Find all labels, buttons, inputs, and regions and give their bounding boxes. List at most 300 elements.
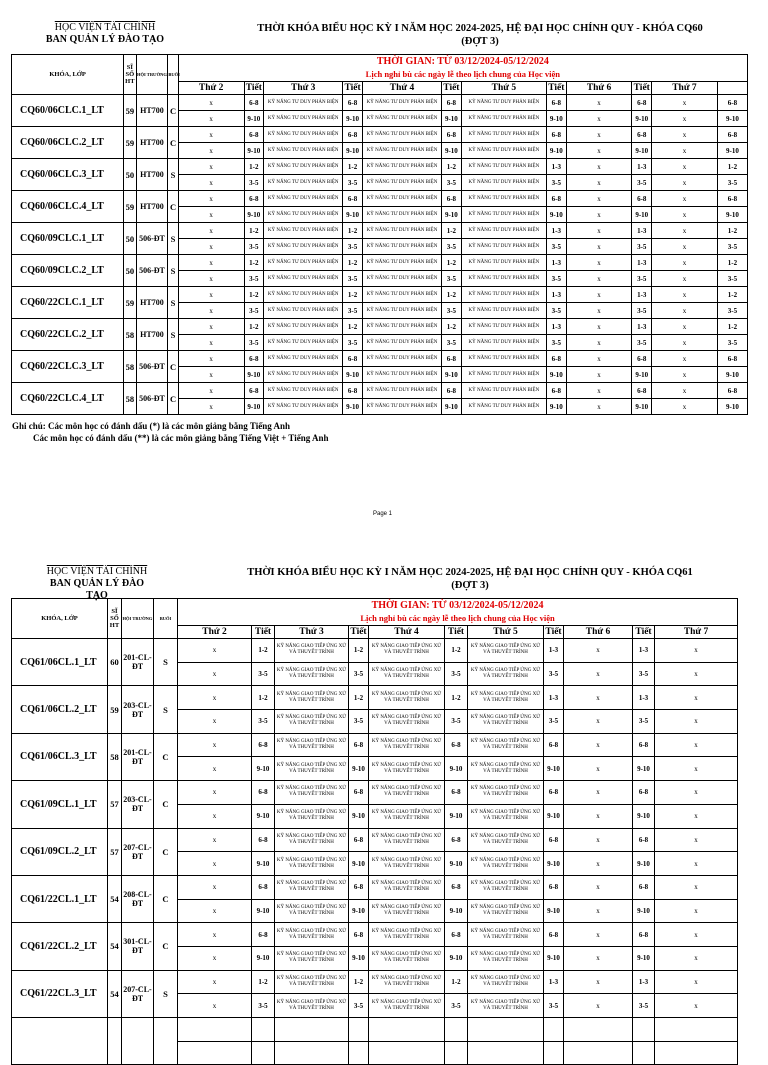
period-cell: 3-5 — [349, 662, 369, 686]
period-cell: 1-2 — [442, 319, 462, 335]
thursday-subject: KỸ NĂNG TƯ DUY PHẢN BIỆN — [461, 351, 546, 367]
period-cell: 9-10 — [445, 899, 468, 923]
period-cell: 1-2 — [349, 639, 369, 663]
period-cell: 6-8 — [343, 127, 363, 143]
saturday-cell: x — [652, 367, 718, 383]
friday-cell: x — [564, 970, 633, 994]
tuesday-subject: KỸ NĂNG TƯ DUY PHẢN BIỆN — [264, 383, 343, 399]
time-range-text: THỜI GIAN: TỪ 03/12/2024-05/12/2024 — [376, 56, 549, 67]
table-row — [12, 1018, 738, 1042]
monday-cell: x — [178, 970, 252, 994]
friday-cell: x — [566, 271, 632, 287]
period-cell: 6-8 — [544, 875, 564, 899]
period-cell: 3-5 — [544, 994, 564, 1018]
period-cell: 9-10 — [343, 143, 363, 159]
class-code: CQ60/09CLC.2_LT — [12, 255, 124, 287]
time-range-header — [178, 55, 747, 82]
period-cell: 6-8 — [442, 351, 462, 367]
period-cell: 9-10 — [252, 804, 275, 828]
saturday-cell: x — [655, 757, 738, 781]
tuesday-subject: KỸ NĂNG GIAO TIẾP ỨNG XỬ VÀ THUYẾT TRÌNH — [275, 970, 349, 994]
period-cell: 1-2 — [244, 159, 264, 175]
period-cell: 9-10 — [632, 207, 652, 223]
period-cell: 6-8 — [343, 191, 363, 207]
wednesday-subject: KỸ NĂNG GIAO TIẾP ỨNG XỬ VÀ THUYẾT TRÌNH — [369, 875, 445, 899]
tuesday-subject: KỸ NĂNG TƯ DUY PHẢN BIỆN — [264, 287, 343, 303]
wednesday-subject: KỸ NĂNG GIAO TIẾP ỨNG XỬ VÀ THUYẾT TRÌNH — [369, 828, 445, 852]
friday-cell: x — [564, 710, 633, 734]
period-cell: 3-5 — [442, 239, 462, 255]
period-cell: 9-10 — [442, 207, 462, 223]
time-range-text: THỜI GIAN: TỪ 03/12/2024-05/12/2024 — [371, 600, 544, 611]
saturday-cell: x — [652, 287, 718, 303]
tuesday-subject: KỸ NĂNG TƯ DUY PHẢN BIỆN — [264, 223, 343, 239]
tuesday-subject: KỸ NĂNG TƯ DUY PHẢN BIỆN — [264, 399, 343, 415]
thursday-subject: KỸ NĂNG GIAO TIẾP ỨNG XỬ VÀ THUYẾT TRÌNH — [468, 946, 544, 970]
session-code: S — [154, 970, 178, 1017]
thursday-subject — [468, 1041, 544, 1065]
footnote-bilingual: Các môn học có đánh dấu (**) là các môn giảng bằng Tiếng Việt + Tiếng Anh — [33, 433, 329, 443]
period-cell: 1-3 — [547, 255, 567, 271]
table-row — [12, 287, 748, 303]
period-cell: 9-10 — [252, 852, 275, 876]
tuesday-subject: KỸ NĂNG GIAO TIẾP ỨNG XỬ VÀ THUYẾT TRÌNH — [275, 994, 349, 1018]
class-code: CQ61/06CL.2_LT — [12, 686, 108, 733]
period-cell: 1-2 — [442, 223, 462, 239]
period-cell: 6-8 — [445, 781, 468, 805]
session-code: C — [154, 875, 178, 922]
friday-cell: x — [564, 757, 633, 781]
saturday-cell: x — [655, 804, 738, 828]
period-header: Tiết — [344, 83, 361, 93]
monday-cell: x — [178, 923, 252, 947]
monday-cell: x — [178, 287, 244, 303]
saturday-cell: x — [655, 686, 738, 710]
period-cell: 9-10 — [343, 111, 363, 127]
friday-cell: x — [566, 367, 632, 383]
period-cell: 6-8 — [244, 127, 264, 143]
session-code: C — [154, 781, 178, 828]
period-cell: 1-2 — [343, 319, 363, 335]
wednesday-subject — [369, 1018, 445, 1042]
tuesday-subject: KỸ NĂNG GIAO TIẾP ỨNG XỬ VÀ THUYẾT TRÌNH — [275, 828, 349, 852]
friday-cell: x — [566, 399, 632, 415]
period-cell: 6-8 — [445, 923, 468, 947]
period-cell: 9-10 — [343, 367, 363, 383]
thursday-subject: KỸ NĂNG TƯ DUY PHẢN BIỆN — [461, 367, 546, 383]
period-cell: 3-5 — [633, 994, 655, 1018]
period-cell: 6-8 — [544, 828, 564, 852]
period-cell: 3-5 — [544, 710, 564, 734]
wednesday-subject: KỸ NĂNG TƯ DUY PHẢN BIỆN — [362, 191, 441, 207]
thursday-subject: KỸ NĂNG GIAO TIẾP ỨNG XỬ VÀ THUYẾT TRÌNH — [468, 662, 544, 686]
time-range-header — [178, 599, 738, 626]
period-cell: 1-2 — [349, 686, 369, 710]
friday-cell: x — [564, 899, 633, 923]
tuesday-subject: KỸ NĂNG TƯ DUY PHẢN BIỆN — [264, 303, 343, 319]
table-row — [12, 686, 738, 710]
period-cell: 9-10 — [547, 367, 567, 383]
period-cell: 6-8 — [349, 875, 369, 899]
period-cell: 6-8 — [717, 351, 747, 367]
schedule-subtitle: (ĐỢT 3) — [461, 36, 499, 47]
class-size: 50 — [124, 159, 136, 191]
monday-cell: x — [178, 804, 252, 828]
tuesday-subject: KỸ NĂNG GIAO TIẾP ỨNG XỬ VÀ THUYẾT TRÌNH — [275, 757, 349, 781]
day-header: Thứ 6 — [564, 626, 633, 639]
period-cell: 3-5 — [445, 710, 468, 734]
thursday-subject: KỸ NĂNG TƯ DUY PHẢN BIỆN — [461, 191, 546, 207]
day-header: Thứ 2 — [178, 82, 244, 95]
class-size: 57 — [108, 828, 122, 875]
room-name: 201-CL-ĐT — [122, 733, 154, 780]
period-cell: 9-10 — [717, 143, 747, 159]
tuesday-subject: KỸ NĂNG GIAO TIẾP ỨNG XỬ VÀ THUYẾT TRÌNH — [275, 804, 349, 828]
period-cell: 1-3 — [633, 970, 655, 994]
monday-cell: x — [178, 781, 252, 805]
class-code: CQ60/09CLC.1_LT — [12, 223, 124, 255]
page-number: Page 1 — [373, 511, 393, 517]
class-size: 59 — [124, 191, 136, 223]
schedule-title: THỜI KHÓA BIỂU HỌC KỲ I NĂM HỌC 2024-2025, HỆ ĐẠI HỌC CHÍNH QUY - KHÓA CQ61 — [247, 567, 693, 578]
session-code: S — [168, 223, 178, 255]
friday-cell: x — [564, 828, 633, 852]
period-cell: 6-8 — [349, 733, 369, 757]
wednesday-subject: KỸ NĂNG GIAO TIẾP ỨNG XỬ VÀ THUYẾT TRÌNH — [369, 852, 445, 876]
period-cell: 9-10 — [442, 143, 462, 159]
class-size: 59 — [108, 686, 122, 733]
monday-cell: x — [178, 319, 244, 335]
saturday-cell: x — [655, 994, 738, 1018]
period-cell: 3-5 — [547, 175, 567, 191]
friday-cell: x — [564, 994, 633, 1018]
period-cell: 9-10 — [544, 757, 564, 781]
period-cell: 1-2 — [252, 970, 275, 994]
period-cell: 6-8 — [252, 923, 275, 947]
table-row — [12, 970, 738, 994]
monday-cell: x — [178, 399, 244, 415]
period-cell: 3-5 — [343, 175, 363, 191]
period-header: Tiết — [548, 83, 565, 93]
room-name: HT700 — [136, 127, 168, 159]
class-size: 57 — [108, 781, 122, 828]
friday-cell: x — [566, 95, 632, 111]
period-cell: 9-10 — [544, 852, 564, 876]
period-cell: 3-5 — [442, 271, 462, 287]
class-code: CQ61/09CL.1_LT — [12, 781, 108, 828]
tuesday-subject: KỸ NĂNG TƯ DUY PHẢN BIỆN — [264, 207, 343, 223]
thursday-subject: KỸ NĂNG TƯ DUY PHẢN BIỆN — [461, 287, 546, 303]
monday-cell: x — [178, 639, 252, 663]
saturday-cell: x — [655, 710, 738, 734]
schedule-page-cq61 — [0, 540, 768, 1024]
period-cell: 9-10 — [717, 111, 747, 127]
period-cell: 9-10 — [244, 111, 264, 127]
period-cell: 6-8 — [244, 351, 264, 367]
monday-cell: x — [178, 367, 244, 383]
wednesday-subject: KỸ NĂNG TƯ DUY PHẢN BIỆN — [362, 319, 441, 335]
session-code: S — [168, 319, 178, 351]
session-code: C — [168, 127, 178, 159]
period-header — [717, 82, 747, 95]
class-size — [108, 1018, 122, 1065]
tuesday-subject: KỸ NĂNG GIAO TIẾP ỨNG XỬ VÀ THUYẾT TRÌNH — [275, 923, 349, 947]
monday-cell: x — [178, 271, 244, 287]
class-size: 54 — [108, 923, 122, 970]
friday-cell: x — [564, 733, 633, 757]
period-cell: 1-2 — [343, 255, 363, 271]
thursday-subject: KỸ NĂNG TƯ DUY PHẢN BIỆN — [461, 255, 546, 271]
period-cell: 9-10 — [633, 804, 655, 828]
period-cell: 3-5 — [547, 335, 567, 351]
friday-cell: x — [566, 111, 632, 127]
tuesday-subject — [275, 1018, 349, 1042]
monday-cell: x — [178, 127, 244, 143]
period-cell: 9-10 — [252, 899, 275, 923]
session-code: C — [168, 191, 178, 223]
wednesday-subject: KỸ NĂNG GIAO TIẾP ỨNG XỬ VÀ THUYẾT TRÌNH — [369, 899, 445, 923]
tuesday-subject: KỸ NĂNG TƯ DUY PHẢN BIỆN — [264, 271, 343, 287]
tuesday-subject: KỸ NĂNG GIAO TIẾP ỨNG XỬ VÀ THUYẾT TRÌNH — [275, 946, 349, 970]
table-row — [12, 781, 738, 805]
wednesday-subject: KỸ NĂNG GIAO TIẾP ỨNG XỬ VÀ THUYẾT TRÌNH — [369, 804, 445, 828]
tuesday-subject: KỸ NĂNG GIAO TIẾP ỨNG XỬ VÀ THUYẾT TRÌNH — [275, 733, 349, 757]
period-cell: 1-2 — [252, 639, 275, 663]
tuesday-subject: KỸ NĂNG GIAO TIẾP ỨNG XỬ VÀ THUYẾT TRÌNH — [275, 639, 349, 663]
period-cell: 9-10 — [244, 143, 264, 159]
column-header-class: KHÓA, LỚP — [12, 599, 108, 639]
room-name: 207-CL-ĐT — [122, 970, 154, 1017]
period-cell: 3-5 — [252, 994, 275, 1018]
tuesday-subject: KỸ NĂNG TƯ DUY PHẢN BIỆN — [264, 127, 343, 143]
monday-cell: x — [178, 946, 252, 970]
monday-cell: x — [178, 111, 244, 127]
period-cell: 9-10 — [349, 899, 369, 923]
period-cell: 1-3 — [632, 159, 652, 175]
wednesday-subject: KỸ NĂNG TƯ DUY PHẢN BIỆN — [362, 207, 441, 223]
table-row — [12, 127, 748, 143]
period-cell: 3-5 — [632, 303, 652, 319]
thursday-subject: KỸ NĂNG TƯ DUY PHẢN BIỆN — [461, 95, 546, 111]
class-size: 58 — [108, 733, 122, 780]
period-cell: 9-10 — [544, 804, 564, 828]
wednesday-subject: KỸ NĂNG GIAO TIẾP ỨNG XỬ VÀ THUYẾT TRÌNH — [369, 970, 445, 994]
tuesday-subject: KỸ NĂNG TƯ DUY PHẢN BIỆN — [264, 191, 343, 207]
tuesday-subject: KỸ NĂNG TƯ DUY PHẢN BIỆN — [264, 367, 343, 383]
period-cell: 1-2 — [343, 223, 363, 239]
table-row — [12, 351, 748, 367]
period-cell: 9-10 — [445, 946, 468, 970]
period-cell: 6-8 — [442, 191, 462, 207]
table-row — [12, 383, 748, 399]
thursday-subject: KỸ NĂNG TƯ DUY PHẢN BIỆN — [461, 335, 546, 351]
session-code: C — [154, 923, 178, 970]
friday-cell: x — [566, 175, 632, 191]
period-cell: 3-5 — [343, 271, 363, 287]
class-size: 58 — [124, 319, 136, 351]
period-cell: 1-2 — [343, 287, 363, 303]
tuesday-subject: KỸ NĂNG TƯ DUY PHẢN BIỆN — [264, 175, 343, 191]
friday-cell: x — [564, 875, 633, 899]
period-cell: 6-8 — [252, 781, 275, 805]
thursday-subject: KỸ NĂNG TƯ DUY PHẢN BIỆN — [461, 399, 546, 415]
period-cell: 6-8 — [442, 383, 462, 399]
thursday-subject: KỸ NĂNG GIAO TIẾP ỨNG XỬ VÀ THUYẾT TRÌNH — [468, 828, 544, 852]
period-cell — [252, 1018, 275, 1042]
room-name: HT700 — [136, 95, 168, 127]
saturday-cell: x — [652, 159, 718, 175]
period-cell: 6-8 — [445, 828, 468, 852]
room-name: 506-ĐT — [136, 255, 168, 287]
period-cell: 9-10 — [445, 757, 468, 781]
period-cell: 9-10 — [547, 143, 567, 159]
period-cell: 6-8 — [252, 875, 275, 899]
period-cell — [445, 1018, 468, 1042]
friday-cell: x — [566, 223, 632, 239]
period-cell: 9-10 — [633, 852, 655, 876]
period-cell: 9-10 — [349, 852, 369, 876]
monday-cell: x — [178, 875, 252, 899]
period-cell: 6-8 — [717, 191, 747, 207]
period-cell: 1-2 — [717, 159, 747, 175]
room-name: 301-CL-ĐT — [122, 923, 154, 970]
thursday-subject: KỸ NĂNG GIAO TIẾP ỨNG XỬ VÀ THUYẾT TRÌNH — [468, 639, 544, 663]
period-cell: 3-5 — [632, 335, 652, 351]
monday-cell: x — [178, 239, 244, 255]
period-header: Tiết — [445, 626, 468, 639]
tuesday-subject: KỸ NĂNG TƯ DUY PHẢN BIỆN — [264, 335, 343, 351]
room-name: 208-CL-ĐT — [122, 875, 154, 922]
period-cell: 6-8 — [244, 383, 264, 399]
table-row — [12, 159, 748, 175]
thursday-subject: KỸ NĂNG TƯ DUY PHẢN BIỆN — [461, 303, 546, 319]
period-cell: 6-8 — [633, 923, 655, 947]
wednesday-subject: KỸ NĂNG TƯ DUY PHẢN BIỆN — [362, 95, 441, 111]
thursday-subject: KỸ NĂNG GIAO TIẾP ỨNG XỬ VÀ THUYẾT TRÌNH — [468, 852, 544, 876]
wednesday-subject — [369, 1041, 445, 1065]
friday-cell: x — [566, 207, 632, 223]
table-row — [12, 923, 738, 947]
period-cell: 1-2 — [343, 159, 363, 175]
wednesday-subject: KỸ NĂNG GIAO TIẾP ỨNG XỬ VÀ THUYẾT TRÌNH — [369, 923, 445, 947]
period-cell: 1-3 — [632, 319, 652, 335]
class-size: 50 — [124, 223, 136, 255]
monday-cell: x — [178, 159, 244, 175]
thursday-subject: KỸ NĂNG GIAO TIẾP ỨNG XỬ VÀ THUYẾT TRÌNH — [468, 804, 544, 828]
period-cell: 3-5 — [343, 239, 363, 255]
friday-cell: x — [564, 662, 633, 686]
class-code: CQ60/22CLC.1_LT — [12, 287, 124, 319]
thursday-subject: KỸ NĂNG TƯ DUY PHẢN BIỆN — [461, 175, 546, 191]
saturday-cell: x — [652, 191, 718, 207]
saturday-cell: x — [652, 143, 718, 159]
period-cell: 9-10 — [244, 399, 264, 415]
column-header-session: BUỔI — [154, 599, 178, 639]
room-name: 201-CL-ĐT — [122, 639, 154, 686]
monday-cell — [178, 1041, 252, 1065]
friday-cell: x — [566, 383, 632, 399]
room-name: HT700 — [136, 287, 168, 319]
class-size: 59 — [124, 95, 136, 127]
period-cell: 1-3 — [544, 639, 564, 663]
period-cell: 9-10 — [544, 946, 564, 970]
period-cell: 9-10 — [244, 207, 264, 223]
monday-cell: x — [178, 899, 252, 923]
tuesday-subject: KỸ NĂNG GIAO TIẾP ỨNG XỬ VÀ THUYẾT TRÌNH — [275, 899, 349, 923]
schedule-subtitle: (ĐỢT 3) — [451, 580, 489, 591]
monday-cell: x — [178, 95, 244, 111]
monday-cell: x — [178, 223, 244, 239]
monday-cell — [178, 1018, 252, 1042]
period-cell: 6-8 — [717, 127, 747, 143]
period-cell: 1-2 — [717, 319, 747, 335]
monday-cell: x — [178, 828, 252, 852]
period-cell: 3-5 — [445, 662, 468, 686]
saturday-cell — [655, 1041, 738, 1065]
thursday-subject: KỸ NĂNG TƯ DUY PHẢN BIỆN — [461, 159, 546, 175]
table-row — [12, 639, 738, 663]
tuesday-subject: KỸ NĂNG TƯ DUY PHẢN BIỆN — [264, 351, 343, 367]
period-cell: 6-8 — [544, 923, 564, 947]
saturday-cell: x — [652, 351, 718, 367]
class-code: CQ60/22CLC.3_LT — [12, 351, 124, 383]
period-cell: 3-5 — [244, 239, 264, 255]
period-cell: 3-5 — [544, 662, 564, 686]
monday-cell: x — [178, 383, 244, 399]
class-size: 58 — [124, 383, 136, 415]
period-cell: 6-8 — [632, 127, 652, 143]
header-left — [40, 22, 170, 46]
wednesday-subject: KỸ NĂNG GIAO TIẾP ỨNG XỬ VÀ THUYẾT TRÌNH — [369, 662, 445, 686]
saturday-cell: x — [652, 319, 718, 335]
period-cell: 9-10 — [544, 899, 564, 923]
period-cell: 1-3 — [632, 223, 652, 239]
column-header-size: SĨ SỐ HT — [108, 599, 122, 639]
period-cell: 6-8 — [252, 828, 275, 852]
period-cell: 3-5 — [343, 335, 363, 351]
period-cell: 3-5 — [633, 662, 655, 686]
wednesday-subject: KỸ NĂNG GIAO TIẾP ỨNG XỬ VÀ THUYẾT TRÌNH — [369, 733, 445, 757]
column-header-room: HỘI TRƯỜNG — [136, 55, 168, 95]
wednesday-subject: KỸ NĂNG TƯ DUY PHẢN BIỆN — [362, 335, 441, 351]
period-cell: 9-10 — [547, 399, 567, 415]
period-cell: 1-2 — [252, 686, 275, 710]
period-cell: 9-10 — [442, 399, 462, 415]
thursday-subject — [468, 1018, 544, 1042]
period-cell: 6-8 — [544, 733, 564, 757]
monday-cell: x — [178, 335, 244, 351]
day-header: Thứ 2 — [178, 626, 252, 639]
thursday-subject: KỸ NĂNG GIAO TIẾP ỨNG XỬ VÀ THUYẾT TRÌNH — [468, 733, 544, 757]
session-code: C — [168, 383, 178, 415]
room-name: 207-CL-ĐT — [122, 828, 154, 875]
period-cell: 3-5 — [547, 271, 567, 287]
period-cell: 6-8 — [343, 95, 363, 111]
wednesday-subject: KỸ NĂNG TƯ DUY PHẢN BIỆN — [362, 255, 441, 271]
session-code — [154, 1018, 178, 1065]
wednesday-subject: KỸ NĂNG GIAO TIẾP ỨNG XỬ VÀ THUYẾT TRÌNH — [369, 757, 445, 781]
friday-cell: x — [564, 923, 633, 947]
saturday-cell: x — [655, 875, 738, 899]
period-cell: 3-5 — [632, 271, 652, 287]
day-header: Thứ 4 — [362, 82, 441, 95]
wednesday-subject: KỸ NĂNG TƯ DUY PHẢN BIỆN — [362, 367, 441, 383]
makeup-schedule-note: Lịch nghỉ bù các ngày lễ theo lịch chung của Học viện — [360, 613, 555, 623]
period-cell: 6-8 — [252, 733, 275, 757]
period-cell: 1-2 — [442, 287, 462, 303]
tuesday-subject: KỸ NĂNG TƯ DUY PHẢN BIỆN — [264, 159, 343, 175]
period-cell: 9-10 — [717, 367, 747, 383]
